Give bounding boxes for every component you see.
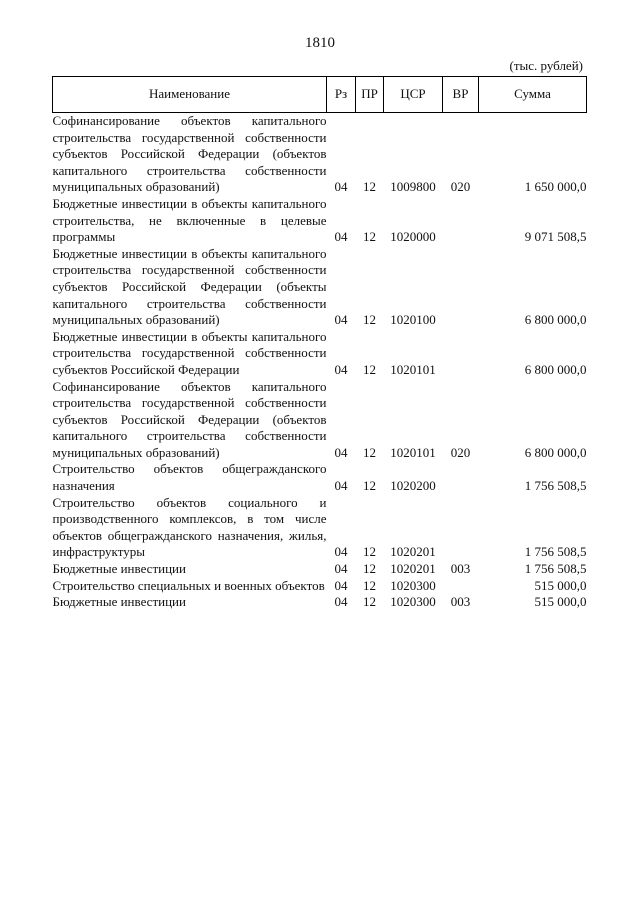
table-row	[53, 561, 587, 578]
cell-name: Софинансирование объектов капитального строительства государственной собственности субъектов Российской Федерации (объектов капитального строительства собственности муниципальных образований)	[52, 378, 327, 460]
cell-vr	[443, 495, 479, 561]
column-header-pr: ПР	[356, 77, 384, 113]
cell-name: Строительство объектов социального и производственного комплексов, в том числе объектов общегражданского назначения, жилья, инфраструктуры	[52, 494, 327, 560]
cell-csr: 1020101	[390, 444, 436, 460]
cell-sum: 515 000,0	[534, 594, 587, 610]
cell-vr	[443, 578, 479, 595]
cell-vr	[443, 196, 479, 246]
cell-rz: 04	[334, 594, 348, 610]
cell-sum: 1 756 508,5	[524, 561, 587, 577]
cell-sum: 6 800 000,0	[524, 312, 587, 328]
cell-vr	[443, 246, 479, 329]
cell-rz: 04	[334, 179, 348, 195]
cell-name: Бюджетные инвестиции	[52, 594, 186, 610]
cell-pr: 12	[363, 561, 376, 577]
cell-rz: 04	[334, 577, 348, 593]
page-number: 1810	[305, 35, 335, 51]
table-row	[53, 594, 587, 611]
cell-rz: 04	[334, 478, 348, 494]
cell-vr: 020	[450, 444, 471, 460]
cell-pr: 12	[363, 361, 376, 377]
cell-csr: 1020201	[390, 544, 436, 560]
cell-vr: 020	[450, 179, 471, 195]
table-row	[53, 578, 587, 595]
cell-pr: 12	[363, 544, 376, 560]
column-header-vr: ВР	[443, 77, 479, 113]
table-row	[53, 461, 587, 494]
cell-rz: 04	[334, 312, 348, 328]
cell-csr: 1020101	[390, 361, 436, 377]
cell-pr: 12	[363, 444, 376, 460]
table-row	[53, 113, 587, 196]
cell-csr: 1020201	[390, 561, 436, 577]
cell-pr: 12	[363, 577, 376, 593]
cell-sum: 9 071 508,5	[524, 229, 587, 245]
cell-rz: 04	[334, 561, 348, 577]
cell-pr: 12	[363, 312, 376, 328]
cell-rz: 04	[334, 444, 348, 460]
cell-sum: 1 756 508,5	[524, 544, 587, 560]
cell-rz: 04	[334, 361, 348, 377]
cell-vr: 003	[450, 594, 471, 610]
cell-sum: 1 650 000,0	[524, 179, 587, 195]
cell-vr: 003	[450, 561, 471, 577]
cell-csr: 1020000	[390, 229, 436, 245]
column-header-csr: ЦСР	[384, 77, 443, 113]
cell-csr: 1020300	[390, 594, 436, 610]
cell-sum: 6 800 000,0	[524, 361, 587, 377]
units-label: (тыс. рублей)	[509, 58, 583, 73]
cell-name: Строительство специальных и военных объектов	[52, 577, 325, 593]
table-row	[53, 495, 587, 561]
cell-vr	[443, 461, 479, 494]
cell-rz: 04	[334, 229, 348, 245]
table-row	[53, 329, 587, 379]
cell-csr: 1009800	[390, 179, 436, 195]
table-row	[53, 196, 587, 246]
cell-pr: 12	[363, 179, 376, 195]
cell-pr: 12	[363, 594, 376, 610]
column-header-name: Наименование	[53, 77, 327, 113]
budget-table	[52, 76, 587, 611]
column-header-sum: Сумма	[479, 77, 587, 113]
column-header-rz: Рз	[327, 77, 356, 113]
cell-vr	[443, 329, 479, 379]
table-row	[53, 379, 587, 462]
cell-sum: 1 756 508,5	[524, 478, 587, 494]
cell-pr: 12	[363, 229, 376, 245]
cell-name: Софинансирование объектов капитального строительства государственной собственности субъектов Российской Федерации (объектов капитального строительства собственности муниципальных образований)	[52, 113, 327, 195]
cell-name: Бюджетные инвестиции	[52, 561, 186, 577]
cell-name: Бюджетные инвестиции в объекты капитального строительства, не включенные в целевые программы	[52, 195, 327, 245]
cell-sum: 6 800 000,0	[524, 444, 587, 460]
cell-csr: 1020100	[390, 312, 436, 328]
cell-csr: 1020300	[390, 577, 436, 593]
table-row	[53, 246, 587, 329]
cell-pr: 12	[363, 478, 376, 494]
cell-sum: 515 000,0	[534, 577, 587, 593]
cell-csr: 1020200	[390, 478, 436, 494]
cell-rz: 04	[334, 544, 348, 560]
cell-name: Строительство объектов общегражданского назначения	[52, 461, 327, 494]
cell-name: Бюджетные инвестиции в объекты капитального строительства государственной собственности субъектов Российской Федерации	[52, 328, 327, 377]
cell-name: Бюджетные инвестиции в объекты капитального строительства государственной собственности субъектов Российской Федерации (объекты капитального строительства собственности муниципальных образований)	[52, 245, 327, 328]
table-header-row	[53, 77, 587, 113]
